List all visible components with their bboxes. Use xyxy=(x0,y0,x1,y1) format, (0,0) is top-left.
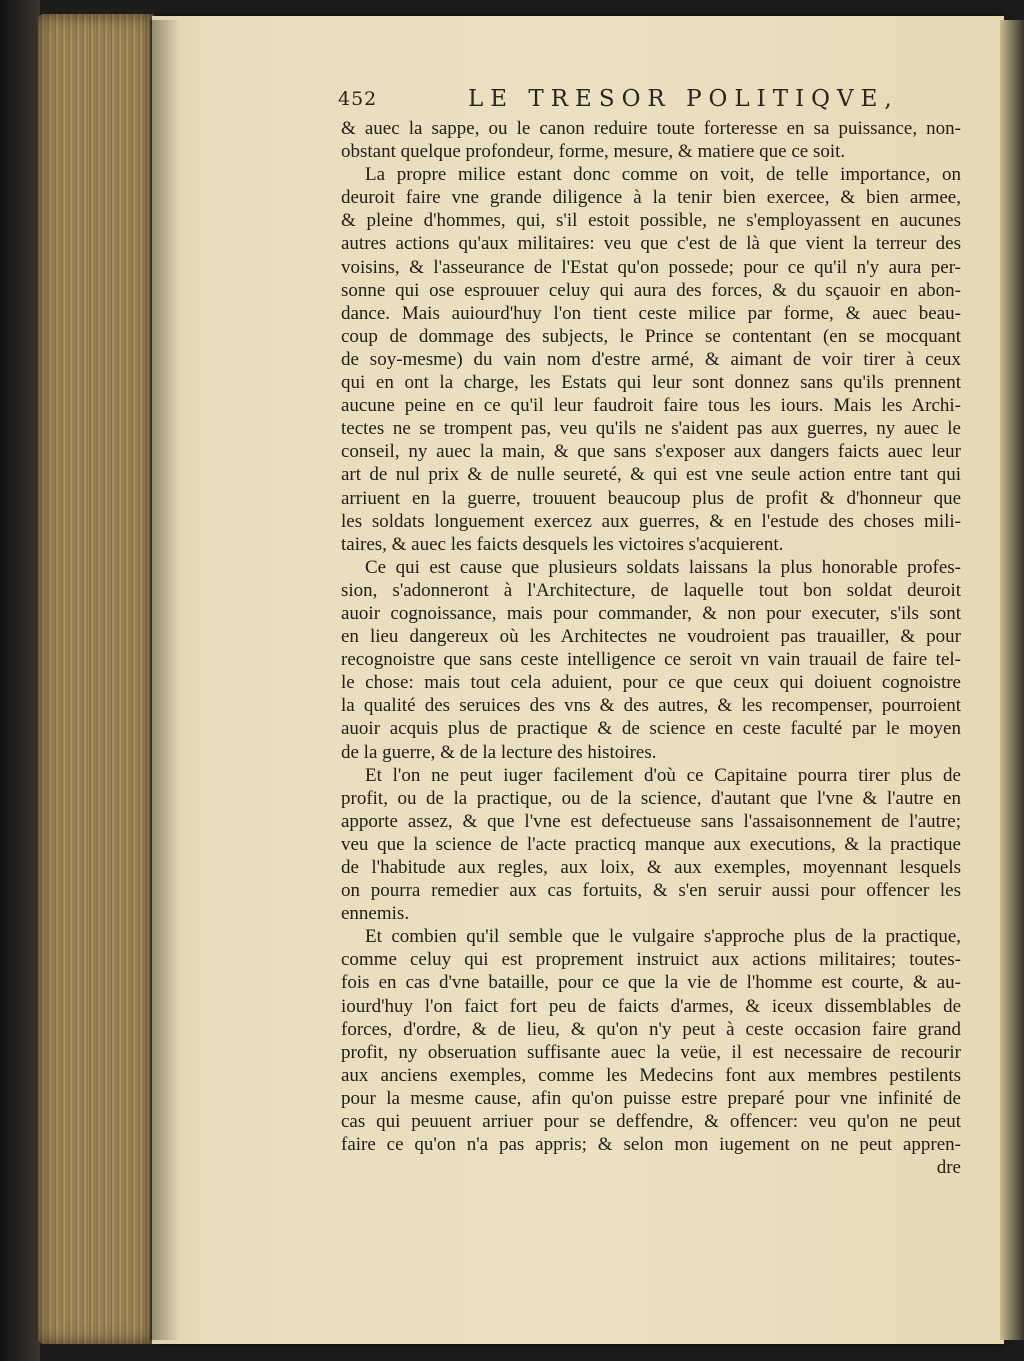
text-line: iourd'huy l'on faict fort peu de faicts d'armes, & iceux dissemblables de xyxy=(341,995,961,1017)
gutter-shadow xyxy=(150,20,180,1340)
book-spine xyxy=(0,0,40,1361)
text-line: profit, ou de la practique, ou de la science, d'autant que l'vne & l'autre en xyxy=(341,787,961,809)
text-line: qui en ont la charge, les Estats qui leur sont donnez sans qu'ils prennent xyxy=(341,372,961,394)
text-line: conseil, ny auec la main, & que sans s'exposer aux dangers faicts auec leur xyxy=(341,441,961,463)
text-line: La propre milice estant donc comme on voit, de telle importance, on xyxy=(365,164,961,186)
text-line: de l'habitude aux regles, aux loix, & aux exemples, moyennant lesquels xyxy=(341,857,961,878)
text-line: coup de dommage des subjects, le Prince se contentant (en se mocquant xyxy=(341,325,961,347)
text-line: fois en cas d'vne bataille, pour ce que la vie de l'homme est courte, & au- xyxy=(341,972,961,994)
text-line: ennemis. xyxy=(341,903,410,925)
text-line: dance. Mais auiourd'huy l'on tient ceste milice par forme, & auec beau- xyxy=(341,302,961,324)
text-line: Ce qui est cause que plusieurs soldats laissans la plus honorable profes- xyxy=(365,556,961,578)
text-line: recognoistre que sans ceste intelligence ce seroit vn vain trauail de faire tel- xyxy=(341,649,961,671)
text-line: & auec la sappe, ou le canon reduire toute forteresse en sa puissance, non- xyxy=(341,118,961,139)
text-line: tectes ne se trompent pas, veu qu'ils ne s'aident pas aux guerres, ny auec le xyxy=(341,418,961,440)
text-line: art de nul prix & de nulle seureté, & qui est vne seule action entre tant qui xyxy=(341,464,961,486)
text-line: Et combien qu'il semble que le vulgaire s'approche plus de la practique, xyxy=(365,926,961,948)
text-line: comme celuy qui est proprement instruict aux actions militaires; toutes- xyxy=(341,949,961,971)
running-title: LE TRESOR POLITIQVE, xyxy=(468,86,899,112)
text-line: arriuent en la guerre, trouuent beaucoup plus de profit & d'honneur que xyxy=(341,487,961,509)
text-line: cas qui peuuent arriuer pour se deffendre, & offencer: veu qu'on ne peut xyxy=(341,1111,961,1133)
running-head xyxy=(188,82,948,122)
text-line: sonne qui ose esprouuer celuy qui aura des forces, & du sçauoir en abon- xyxy=(341,279,961,301)
right-page-edge xyxy=(1000,20,1024,1340)
text-line: taires, & auec les faicts desquels les victoires s'acquierent. xyxy=(341,533,784,555)
text-line: Et l'on ne peut iuger facilement d'où ce Capitaine pourra tirer plus de xyxy=(365,764,961,786)
text-line: voisins, & l'asseurance de l'Estat qu'on possede; pour ce qu'il n'y aura per- xyxy=(341,256,961,278)
text-line: aux anciens exemples, comme les Medecins font aux membres pestilents xyxy=(341,1064,961,1086)
page-number: 452 xyxy=(338,88,378,110)
text-line: obstant quelque profondeur, forme, mesure, & matiere que ce soit. xyxy=(341,141,846,163)
text-line: de soy-mesme) du vain nom d'estre armé, & aimant de voir tirer à ceux xyxy=(341,348,961,370)
text-line: les soldats longuement exercez aux guerres, & en l'estude des choses mili- xyxy=(341,510,961,532)
body-text xyxy=(341,117,961,1179)
text-line: le chose: mais tout cela aduient, pour ce que ceux qui doiuent cognoistre xyxy=(341,672,961,694)
text-line: deuroit faire vne grande diligence à la tenir bien exercee, & bien armee, xyxy=(341,187,961,209)
text-line: apporte assez, & que l'vne est defectueuse sans l'assaisonnement de l'autre; xyxy=(341,810,961,832)
text-line: de la guerre, & de la lecture des histoires. xyxy=(341,741,657,763)
text-line: & pleine d'hommes, qui, s'il estoit possible, ne s'employassent en aucunes xyxy=(341,210,961,232)
text-line: faire ce qu'on n'a pas appris; & selon mon iugement on ne peut appren- xyxy=(341,1134,961,1156)
text-line: sion, s'adonneront à l'Architecture, de laquelle tout bon soldat deuroit xyxy=(341,579,961,601)
text-line: veu que la science de l'acte practicq manque aux executions, & la practique xyxy=(341,833,961,855)
text-line: aucune peine en ce qu'il leur faudroit faire tous les iours. Mais les Archi- xyxy=(341,395,961,417)
text-line: forces, d'ordre, & de lieu, & qu'on n'y peut à ceste occasion faire grand xyxy=(341,1018,961,1040)
text-line: on pourra remedier aux cas fortuits, & s'en seruir aussi pour offencer les xyxy=(341,880,961,902)
page-block-edge xyxy=(38,14,154,1344)
text-line: en lieu dangereux où les Architectes ne voudroient pas trauailler, & pour xyxy=(341,626,961,648)
text-line: la qualité des seruices des vns & des autres, & les recompenser, pourroient xyxy=(341,695,961,717)
text-line: autres actions qu'aux militaires: veu que c'est de là que vient la terreur des xyxy=(341,233,961,255)
text-line: pour la mesme cause, afin qu'on puisse estre preparé pour vne infinité de xyxy=(341,1087,961,1109)
catchword: dre xyxy=(936,1157,961,1179)
text-line: auoir acquis plus de practique & de science en ceste faculté par le moyen xyxy=(341,718,961,740)
text-line: profit, ny obseruation suffisante auec la veüe, il est necessaire de recourir xyxy=(341,1041,961,1063)
text-line: auoir cognoissance, mais pour commander, & non pour executer, s'ils sont xyxy=(341,602,961,624)
